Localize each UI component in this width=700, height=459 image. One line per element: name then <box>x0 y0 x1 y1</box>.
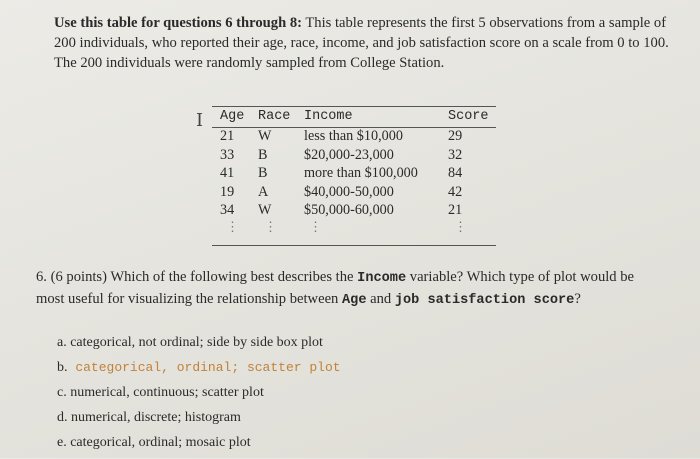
option-letter: a. <box>57 335 67 350</box>
ellipsis: ⋮ <box>264 218 277 234</box>
cell-income: $40,000-50,000 <box>304 183 394 200</box>
option-letter: e. <box>57 435 67 450</box>
question-6 <box>36 267 666 311</box>
cell-income: more than $100,000 <box>304 165 418 181</box>
cell-race: B <box>258 165 268 181</box>
option-e[interactable] <box>57 434 341 459</box>
question-text: and <box>366 291 395 307</box>
option-text: categorical, not ordinal; side by side box plot <box>70 335 323 350</box>
var-income: Income <box>357 271 407 286</box>
option-text: numerical, discrete; histogram <box>71 410 241 425</box>
intro-paragraph <box>54 13 674 73</box>
table-row <box>212 184 496 203</box>
intro-lead: Use this table for questions 6 through 8: <box>54 15 302 31</box>
option-b[interactable] <box>57 359 341 384</box>
option-letter: d. <box>57 410 68 425</box>
question-number: 6. <box>36 269 47 285</box>
cell-age: 21 <box>220 128 235 144</box>
header-income: Income <box>304 109 353 124</box>
table-ellipsis-row <box>212 218 496 245</box>
table-row <box>212 128 496 147</box>
cell-score: 29 <box>448 128 463 144</box>
cell-income: $50,000-60,000 <box>304 202 394 218</box>
data-table <box>212 106 496 246</box>
cell-age: 33 <box>220 146 235 163</box>
ellipsis: ⋮ <box>309 218 322 234</box>
text-cursor-icon: I <box>196 110 204 131</box>
var-age: Age <box>342 293 367 308</box>
cell-age: 34 <box>220 202 235 218</box>
header-score: Score <box>448 109 489 124</box>
header-age: Age <box>220 109 245 124</box>
cell-score: 84 <box>448 165 463 181</box>
cell-income: $20,000-23,000 <box>304 146 394 163</box>
ellipsis: ⋮ <box>226 218 239 234</box>
option-text: numerical, continuous; scatter plot <box>70 385 264 400</box>
cell-score: 21 <box>448 202 463 218</box>
table-row <box>212 165 496 184</box>
option-text: categorical, ordinal; mosaic plot <box>70 435 251 450</box>
cell-score: 32 <box>448 146 463 163</box>
var-job-satisfaction: job satisfaction score <box>394 293 575 308</box>
option-d[interactable] <box>57 409 341 434</box>
cell-race: B <box>258 146 268 163</box>
header-race: Race <box>258 109 291 124</box>
option-c[interactable] <box>57 384 341 409</box>
table-header-row <box>212 107 496 128</box>
cell-age: 19 <box>220 183 235 200</box>
option-letter: c. <box>57 385 67 400</box>
cell-income: less than $10,000 <box>304 128 403 144</box>
option-a[interactable] <box>57 334 341 359</box>
cell-race: A <box>258 183 269 200</box>
cell-age: 41 <box>220 165 235 181</box>
question-text: variable? Which type of plot would be most useful for visualizing the relationship between <box>36 269 635 307</box>
option-letter: b. <box>57 360 68 375</box>
ellipsis: ⋮ <box>454 218 467 234</box>
question-points: (6 points) <box>50 269 107 285</box>
cell-score: 42 <box>448 183 463 200</box>
intro-text: This table represents the first 5 observations from a sample of 200 individuals, who reported their age, race, income, and job satisfaction score on a scale from 0 to 100. The 200 individuals were randomly sampled from College Station. <box>54 15 669 71</box>
answer-options <box>57 334 341 459</box>
question-text: Which of the following best describes the <box>106 269 358 285</box>
option-text: categorical, ordinal; scatter plot <box>75 360 341 375</box>
cell-race: W <box>258 128 272 144</box>
question-text: ? <box>574 291 581 307</box>
table-row <box>212 147 496 166</box>
cell-race: W <box>258 202 272 218</box>
